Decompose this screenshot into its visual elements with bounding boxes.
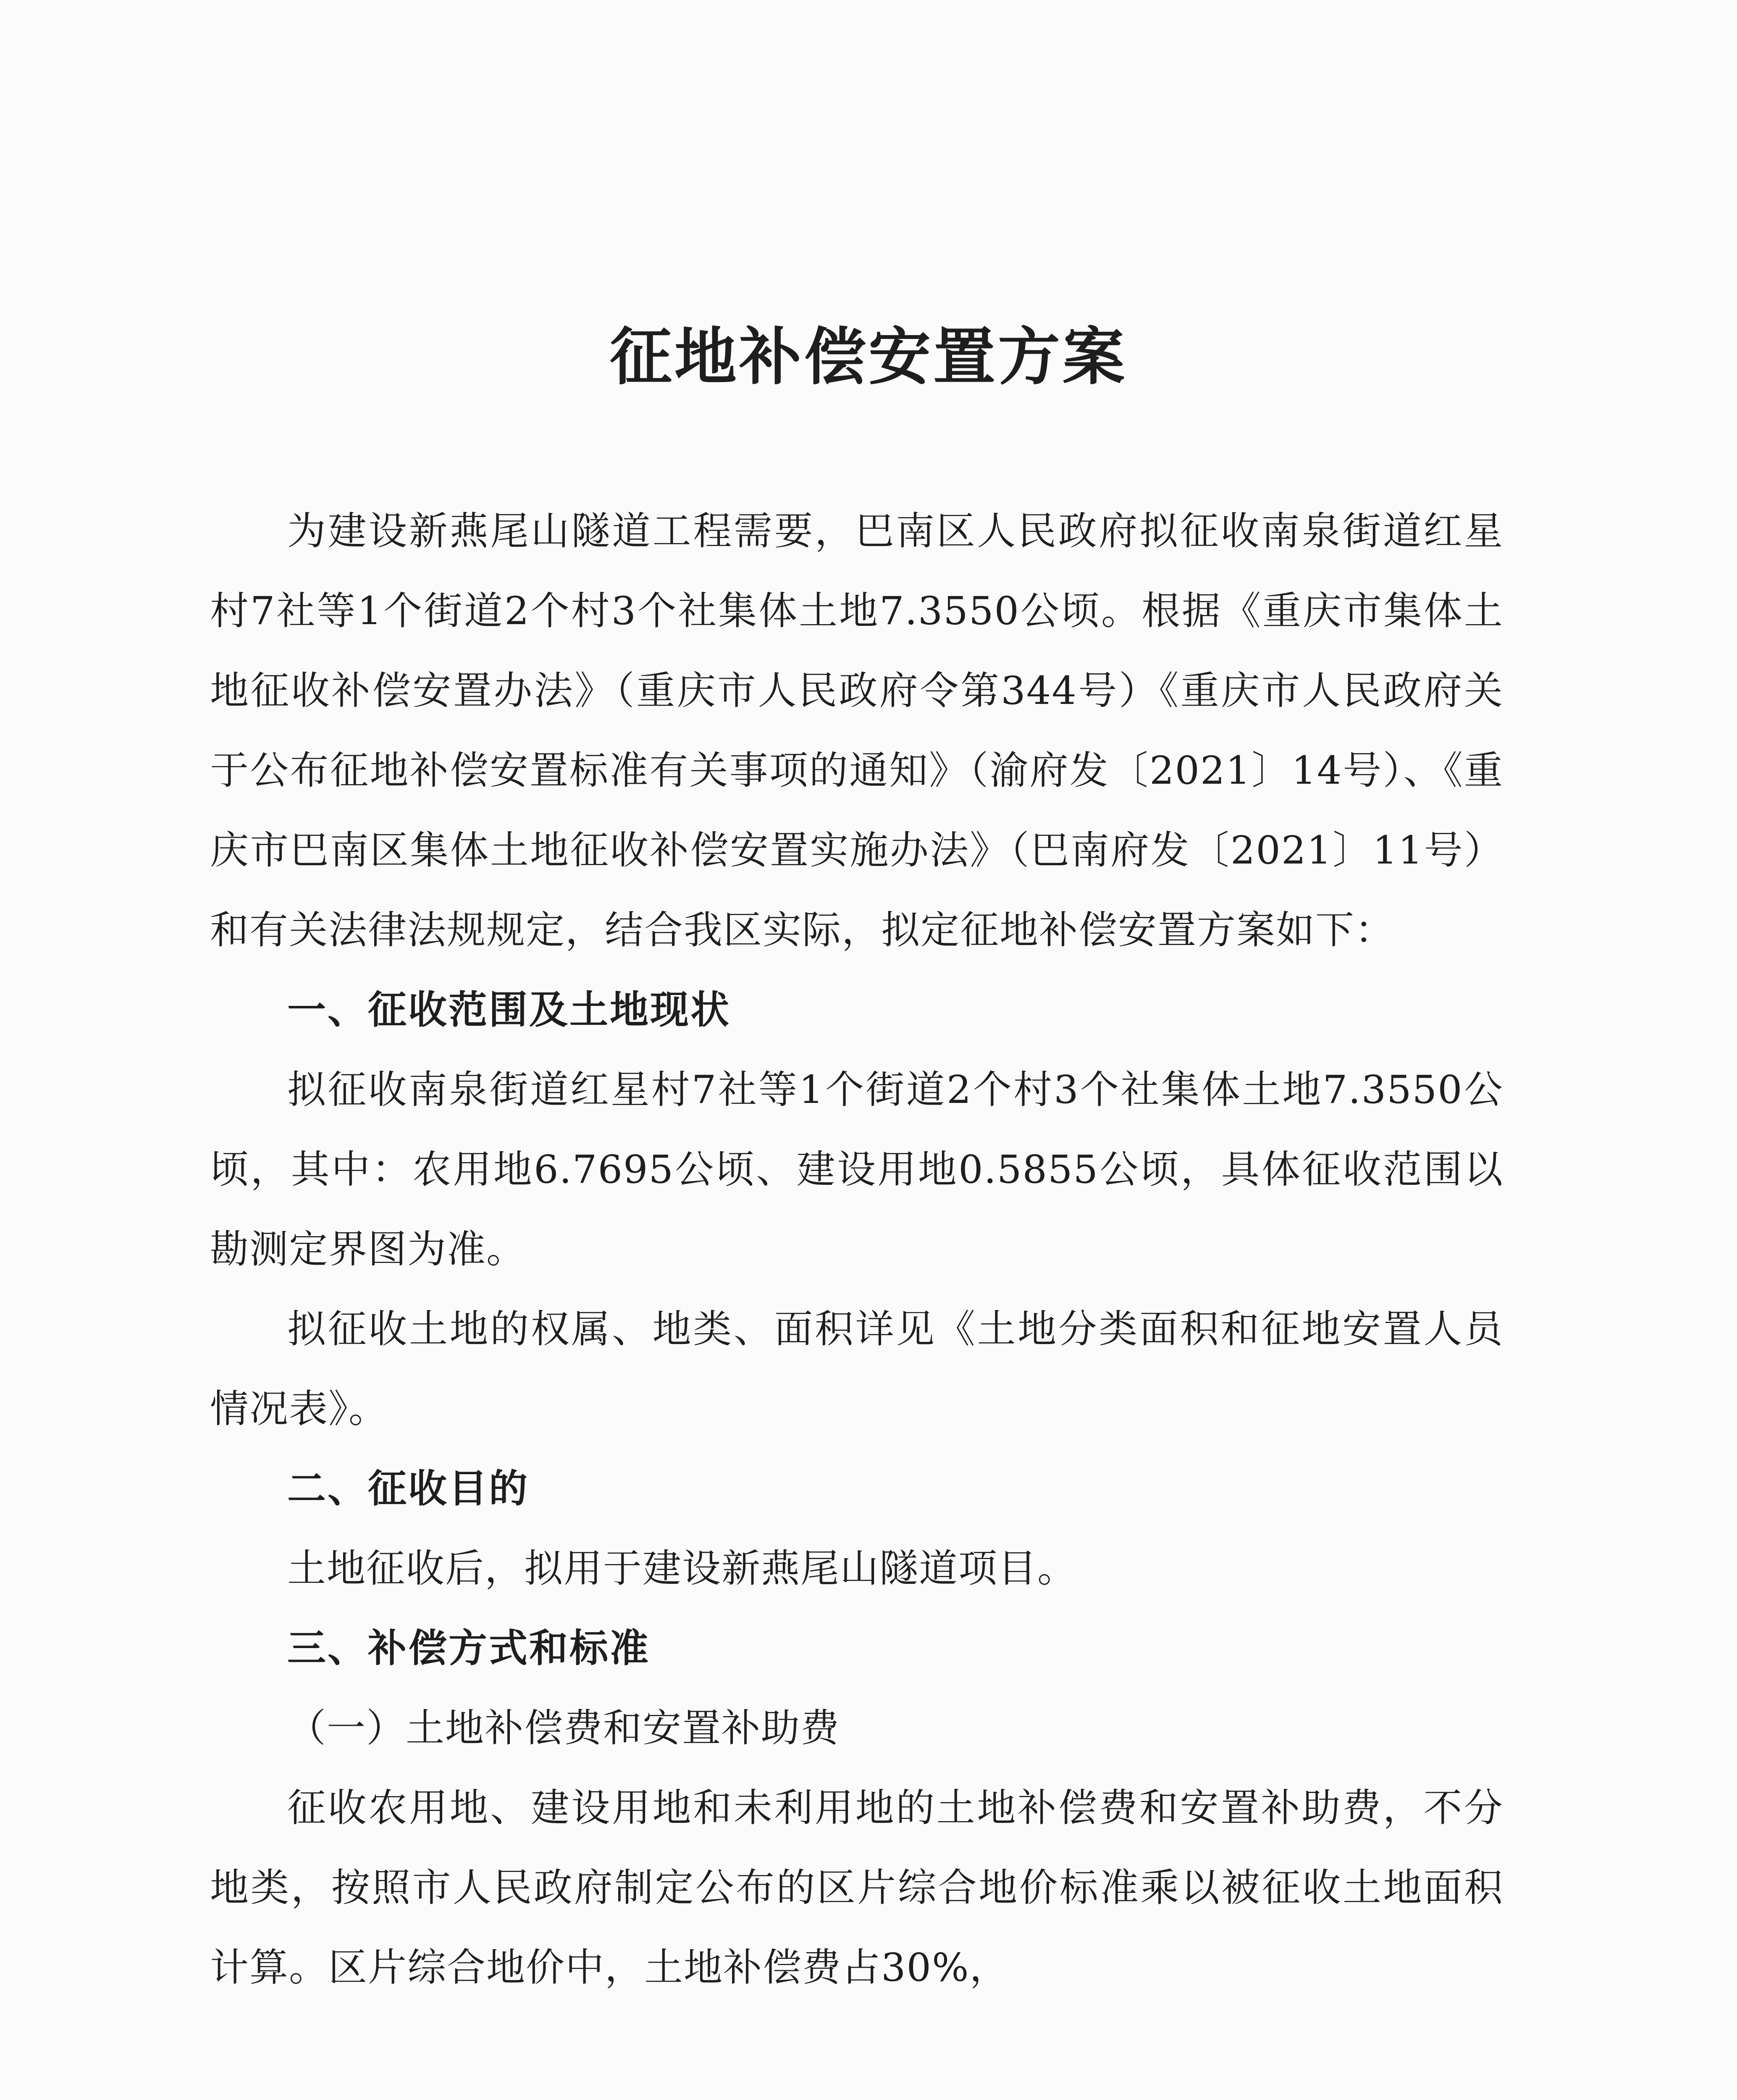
document-body — [210, 491, 1503, 2008]
section-3-paragraph-1: 征收农用地、建设用地和未利用地的土地补偿费和安置补助费，不分地类，按照市人民政府制定公布的区片综合地价标准乘以被征收土地面积计算。区片综合地价中，土地补偿费占30%， — [210, 1785, 1503, 1990]
intro-paragraph: 为建设新燕尾山隧道工程需要，巴南区人民政府拟征收南泉街道红星村7社等1个街道2个村3个社集体土地7.3550公顷。根据《重庆市集体土地征收补偿安置办法》（重庆市人民政府令第344号）《重庆市人民政府关于公布征地补偿安置标准有关事项的通知》（渝府发〔2021〕14号）、《重庆市巴南区集体土地征收补偿安置实施办法》（巴南府发〔2021〕11号）和有关法律法规规定，结合我区实际，拟定征地补偿安置方案如下： — [210, 509, 1503, 953]
section-1-heading: 一、征收范围及土地现状 — [287, 987, 731, 1032]
section-3-subheading-1: （一）土地补偿费和安置补助费 — [287, 1706, 840, 1751]
section-2-paragraph-1: 土地征收后，拟用于建设新燕尾山隧道项目。 — [287, 1546, 1077, 1591]
document-title: 征地补偿安置方案 — [610, 321, 1127, 393]
section-1-paragraph-2: 拟征收土地的权属、地类、面积详见《土地分类面积和征地安置人员情况表》。 — [210, 1307, 1503, 1431]
section-1-paragraph-1: 拟征收南泉街道红星村7社等1个街道2个村3个社集体土地7.3550公顷，其中：农用地6.7695公顷、建设用地0.5855公顷，具体征收范围以勘测定界图为准。 — [210, 1067, 1503, 1272]
section-2-heading: 二、征收目的 — [287, 1466, 530, 1511]
section-3-heading: 三、补偿方式和标准 — [287, 1626, 651, 1671]
